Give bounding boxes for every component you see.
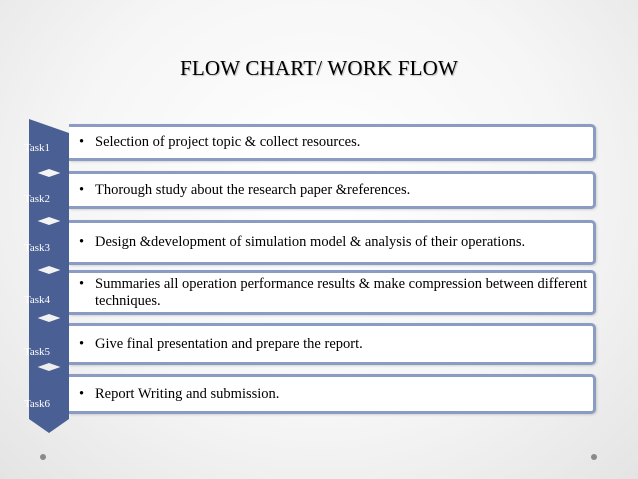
task-text-1: Selection of project topic & collect resources. xyxy=(95,134,361,150)
chevron-task5 xyxy=(29,315,69,370)
bullet: • xyxy=(79,234,85,250)
task-label-4: Task4 xyxy=(23,294,51,306)
task-text-5: Give final presentation and prepare the report. xyxy=(95,335,363,352)
task-text-2: Thorough study about the research paper &references. xyxy=(95,181,411,198)
task-text-4: Summaries all operation performance results & make compression between different techniques. xyxy=(95,275,588,309)
task-label-6: Task6 xyxy=(23,398,51,410)
task-label-2: Task2 xyxy=(23,193,51,205)
task-box-6 xyxy=(69,374,596,414)
task-box-2 xyxy=(69,171,596,209)
bullet: • xyxy=(79,275,85,292)
bullet: • xyxy=(79,385,85,402)
task-box-3 xyxy=(69,220,596,265)
task-text-6: Report Writing and submission. xyxy=(95,385,280,402)
bullet: • xyxy=(79,181,85,198)
task-box-4 xyxy=(69,270,596,315)
slide-corner-dot-left xyxy=(40,454,46,460)
slide-corner-dot-right xyxy=(591,454,597,460)
bullet: • xyxy=(79,335,85,352)
page-title: FLOW CHART/ WORK FLOW xyxy=(179,56,459,80)
task-label-1: Task1 xyxy=(23,142,51,154)
task-label-5: Task5 xyxy=(23,346,51,358)
task-box-5 xyxy=(69,323,596,365)
bullet: • xyxy=(79,134,85,150)
task-label-3: Task3 xyxy=(23,242,51,254)
task-text-3: Design &development of simulation model & analysis of their operations. xyxy=(95,234,526,250)
task-box-1 xyxy=(69,124,596,161)
